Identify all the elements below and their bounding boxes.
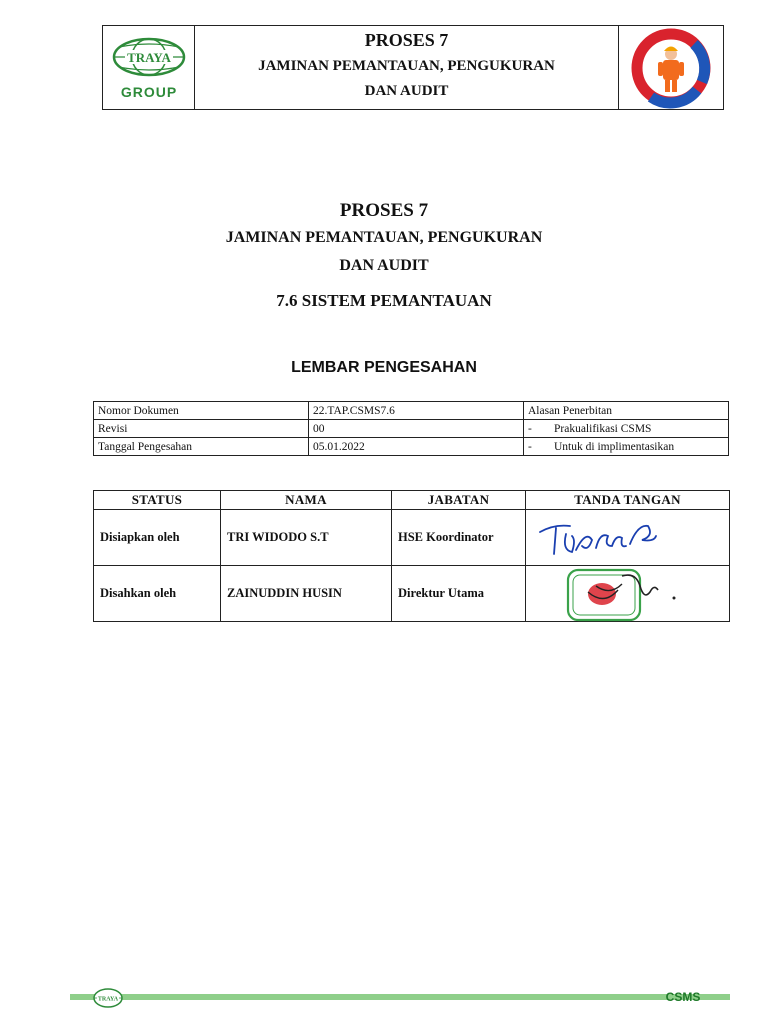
csms-logo-text: CSMS [665, 990, 701, 1004]
company-stamp-icon [526, 566, 694, 621]
revision-label: Revisi [94, 420, 309, 438]
approval-signature-table [93, 490, 730, 622]
signature-header: TANDA TANGAN [526, 491, 730, 510]
traya-logo-text: TRAYA [126, 49, 171, 65]
reason-label: Alasan Penerbitan [524, 402, 729, 420]
name-cell: TRI WIDODO S.T [221, 510, 392, 566]
header-subtitle-line1: JAMINAN PEMANTAUAN, PENGUKURAN [258, 58, 555, 74]
status-header: STATUS [94, 491, 221, 510]
table-row [94, 510, 730, 566]
traya-group-logo-icon [111, 35, 187, 101]
reason-item [524, 420, 729, 438]
reason-item [524, 438, 729, 456]
sheet-title: LEMBAR PENGESAHAN [291, 359, 477, 376]
table-row [94, 402, 729, 420]
position-header: JABATAN [392, 491, 526, 510]
reason-dash: - [528, 422, 532, 435]
status-cell: Disahkan oleh [94, 566, 221, 622]
hse-badge-icon [631, 30, 711, 106]
status-cell: Disiapkan oleh [94, 510, 221, 566]
document-title-block [0, 198, 768, 312]
name-header: NAMA [221, 491, 392, 510]
reason-text: Prakualifikasi CSMS [554, 422, 652, 435]
group-logo-text: GROUP [120, 83, 177, 100]
csms-logo-icon [665, 986, 701, 1006]
position-cell: Direktur Utama [392, 566, 526, 622]
doc-number-label: Nomor Dokumen [94, 402, 309, 420]
header-subtitle-line2: DAN AUDIT [364, 83, 449, 99]
header-title-block [195, 26, 618, 109]
handwritten-signature-icon [526, 510, 694, 565]
section-title: 7.6 SISTEM PEMANTAUAN [276, 291, 492, 310]
table-header-row [94, 491, 730, 510]
document-info-table [93, 401, 729, 456]
table-row [94, 438, 729, 456]
signature-cell [526, 510, 730, 566]
reason-text: Untuk di implimentasikan [554, 440, 675, 453]
table-row [94, 566, 730, 622]
approval-date-value: 05.01.2022 [309, 438, 524, 456]
title-line2: DAN AUDIT [339, 257, 429, 274]
table-row [94, 420, 729, 438]
traya-footer-logo-icon [92, 987, 124, 1009]
process-title: PROSES 7 [339, 200, 429, 221]
position-cell: HSE Koordinator [392, 510, 526, 566]
document-header [102, 25, 724, 110]
name-cell: ZAINUDDIN HUSIN [221, 566, 392, 622]
approval-date-label: Tanggal Pengesahan [94, 438, 309, 456]
revision-value: 00 [309, 420, 524, 438]
signature-cell [526, 566, 730, 622]
footer-traya-text: TRAYA [97, 996, 119, 1003]
hse-logo-cell [618, 26, 723, 109]
header-title: PROSES 7 [364, 30, 449, 50]
title-line1: JAMINAN PEMANTAUAN, PENGUKURAN [225, 229, 543, 246]
footer-line [70, 994, 730, 1000]
doc-number-value: 22.TAP.CSMS7.6 [309, 402, 524, 420]
reason-dash: - [528, 440, 532, 453]
traya-group-logo-cell [103, 26, 195, 109]
